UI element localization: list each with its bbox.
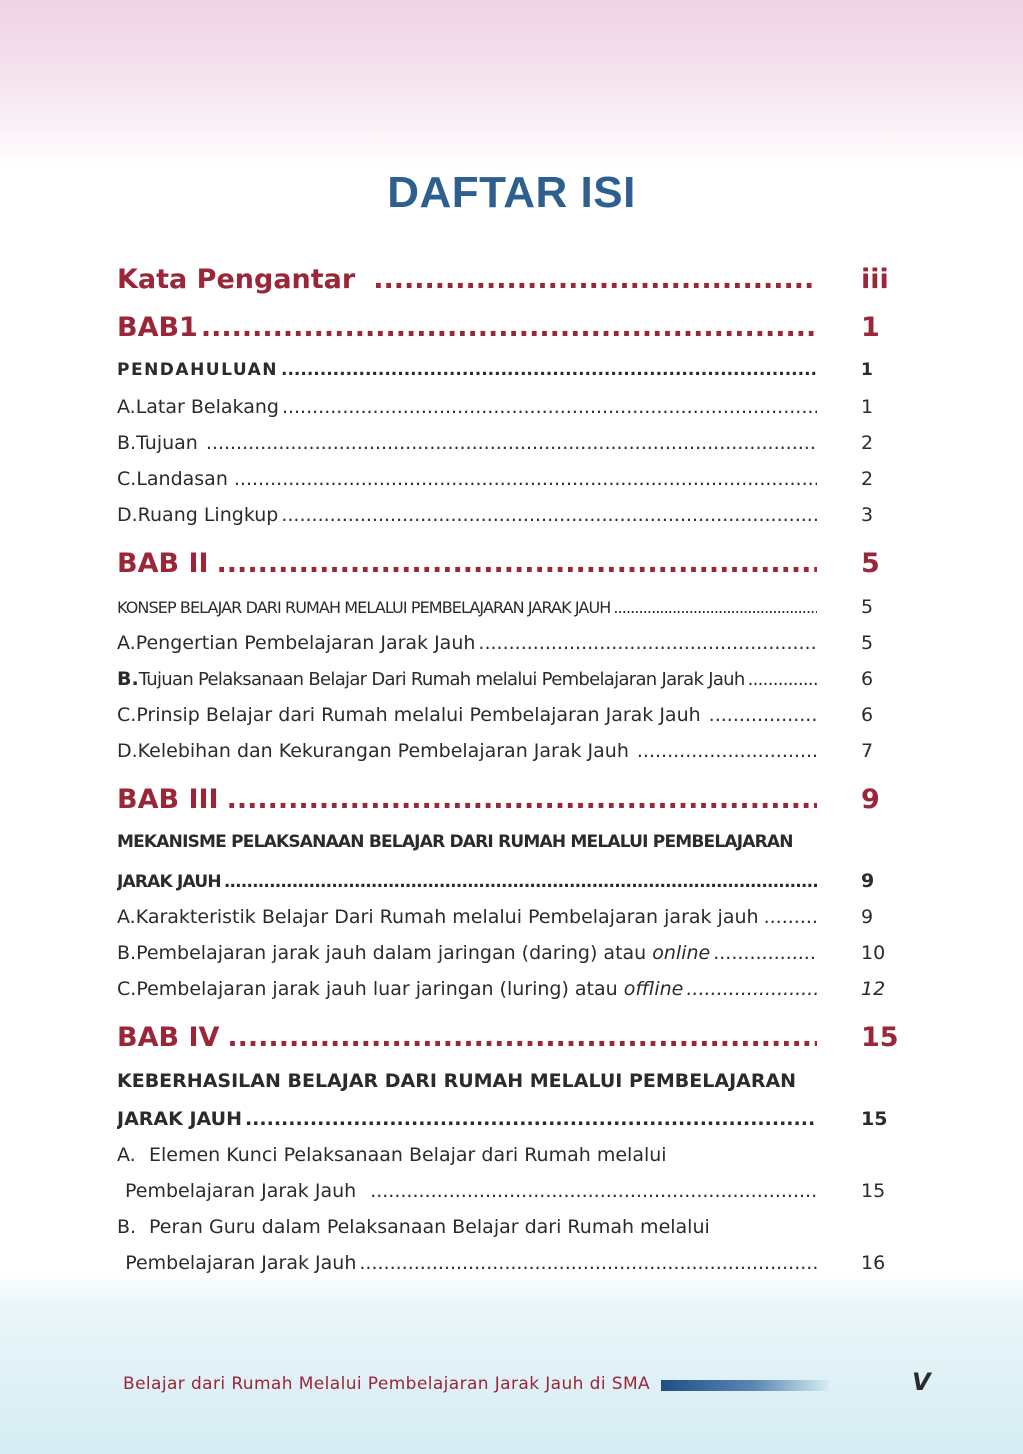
item-letter: A. — [117, 632, 136, 654]
entry-title: Pembelajaran Jarak Jauh — [125, 1252, 357, 1274]
entry-title: Tujuan — [136, 432, 198, 454]
entry-title: PENDAHULUAN — [117, 360, 278, 380]
page-number: 9 — [861, 870, 875, 892]
toc-entry-kelebihan[interactable] — [117, 740, 897, 776]
toc-entry-elemen-kunci-line2[interactable] — [117, 1180, 897, 1216]
page-number: 12 — [861, 978, 886, 1000]
toc-entry-konsep[interactable] — [117, 596, 897, 632]
toc-entry-landasan[interactable] — [117, 468, 897, 504]
page-number: 5 — [861, 632, 874, 654]
toc-entry-peran-guru-line1[interactable] — [117, 1216, 897, 1252]
entry-title: BAB IV — [117, 1022, 220, 1053]
toc-entry-tujuan[interactable] — [117, 432, 897, 468]
item-letter: C. — [117, 978, 137, 1000]
page-number: 16 — [861, 1252, 886, 1274]
entry-title: KEBERHASILAN BELAJAR DARI RUMAH MELALUI PEMBELAJARAN — [117, 1070, 797, 1092]
entry-title: Kelebihan dan Kekurangan Pembelajaran Jarak Jauh — [137, 740, 629, 762]
item-letter: D. — [117, 504, 138, 526]
toc-entry-prinsip[interactable] — [117, 704, 897, 740]
entry-title-italic: online — [652, 942, 711, 964]
page-number: 15 — [861, 1108, 888, 1130]
page-number: 5 — [861, 596, 874, 618]
entry-title: JARAK JAUH — [117, 872, 221, 892]
entry-title: BAB II — [117, 548, 209, 579]
page-number: 15 — [861, 1180, 886, 1202]
page-number: 6 — [861, 668, 874, 690]
toc-entry-ruang-lingkup[interactable] — [117, 504, 897, 540]
footer-gradient-bar — [661, 1380, 829, 1391]
entry-title: Latar Belakang — [135, 396, 279, 418]
page-number: 10 — [861, 942, 886, 964]
entry-title: Karakteristik Belajar Dari Rumah melalui Pembelajaran jarak jauh — [135, 906, 759, 928]
page-number: 1 — [861, 312, 880, 343]
page-number: 1 — [861, 360, 875, 380]
entry-title: MEKANISME PELAKSANAAN BELAJAR DARI RUMAH MELALUI PEMBELAJARAN — [117, 832, 793, 852]
item-letter: C. — [117, 704, 137, 726]
item-letter: B. — [117, 1216, 137, 1238]
entry-title: Pengertian Pembelajaran Jarak Jauh — [135, 632, 476, 654]
page-number: 7 — [861, 740, 874, 762]
toc-entry-latar-belakang[interactable] — [117, 396, 897, 432]
toc-entry-kata-pengantar[interactable] — [117, 264, 897, 312]
item-letter: B. — [117, 942, 137, 964]
page-number: 9 — [861, 784, 880, 815]
entry-title: Pembelajaran jarak jauh dalam jaringan (daring) atau — [136, 942, 653, 964]
toc-entry-daring[interactable] — [117, 942, 897, 978]
toc-entry-bab3[interactable] — [117, 784, 897, 832]
entry-title: Peran Guru dalam Pelaksanaan Belajar dari Rumah melalui — [149, 1216, 710, 1238]
page-title: DAFTAR ISI — [387, 168, 636, 217]
page-number: 2 — [861, 432, 874, 454]
entry-title: Ruang Lingkup — [137, 504, 279, 526]
page-number: 1 — [861, 396, 874, 418]
item-letter: A. — [117, 1144, 136, 1166]
page-number: iii — [861, 264, 889, 295]
toc-entry-luring[interactable] — [117, 978, 897, 1014]
running-footer: Belajar dari Rumah Melalui Pembelajaran Jarak Jauh di SMA — [123, 1374, 651, 1394]
toc-entry-pendahuluan[interactable] — [117, 360, 897, 396]
page-number: 5 — [861, 548, 880, 579]
page-number: 3 — [861, 504, 874, 526]
page-number: 2 — [861, 468, 874, 490]
entry-title: Kata Pengantar — [117, 264, 356, 295]
table-of-contents — [117, 264, 897, 1288]
page-number: 9 — [861, 906, 874, 928]
toc-entry-mekanisme-line2[interactable] — [117, 870, 897, 906]
entry-title: Elemen Kunci Pelaksanaan Belajar dari Rumah melalui — [149, 1144, 667, 1166]
item-letter: D. — [117, 740, 138, 762]
entry-title: Pembelajaran Jarak Jauh — [125, 1180, 357, 1202]
item-letter: B. — [117, 668, 139, 690]
page-number: 6 — [861, 704, 874, 726]
item-letter: C. — [117, 468, 137, 490]
entry-title-italic: offline — [623, 978, 684, 1000]
toc-entry-pengertian[interactable] — [117, 632, 897, 668]
entry-title: JARAK JAUH — [117, 1108, 242, 1130]
toc-entry-bab2[interactable] — [117, 548, 897, 596]
entry-title: BAB III — [117, 784, 219, 815]
page-number: 15 — [861, 1022, 899, 1053]
toc-entry-karakteristik[interactable] — [117, 906, 897, 942]
entry-title: Tujuan Pelaksanaan Belajar Dari Rumah melalui Pembelajaran Jarak Jauh — [138, 669, 745, 690]
entry-title: Pembelajaran jarak jauh luar jaringan (luring) atau — [136, 978, 624, 1000]
item-letter: A. — [117, 906, 136, 928]
toc-entry-peran-guru-line2[interactable] — [117, 1252, 897, 1288]
toc-entry-bab4[interactable] — [117, 1022, 897, 1070]
entry-title: KONSEP BELAJAR DARI RUMAH MELALUI PEMBELAJARAN JARAK JAUH — [117, 598, 611, 617]
toc-entry-tujuan-pelaksanaan[interactable] — [117, 668, 897, 704]
item-letter: B. — [117, 432, 137, 454]
entry-title: Landasan — [136, 468, 228, 490]
toc-entry-bab1[interactable] — [117, 312, 897, 360]
toc-entry-elemen-kunci-line1[interactable] — [117, 1144, 897, 1180]
item-letter: A. — [117, 396, 136, 418]
page-number-footer: V — [912, 1368, 931, 1396]
toc-entry-mekanisme-line1[interactable] — [117, 832, 897, 870]
entry-title: BAB1 — [117, 312, 198, 343]
toc-entry-keberhasilan-line1[interactable] — [117, 1070, 897, 1108]
entry-title: Prinsip Belajar dari Rumah melalui Pembelajaran Jarak Jauh — [136, 704, 701, 726]
toc-entry-keberhasilan-line2[interactable] — [117, 1108, 897, 1144]
